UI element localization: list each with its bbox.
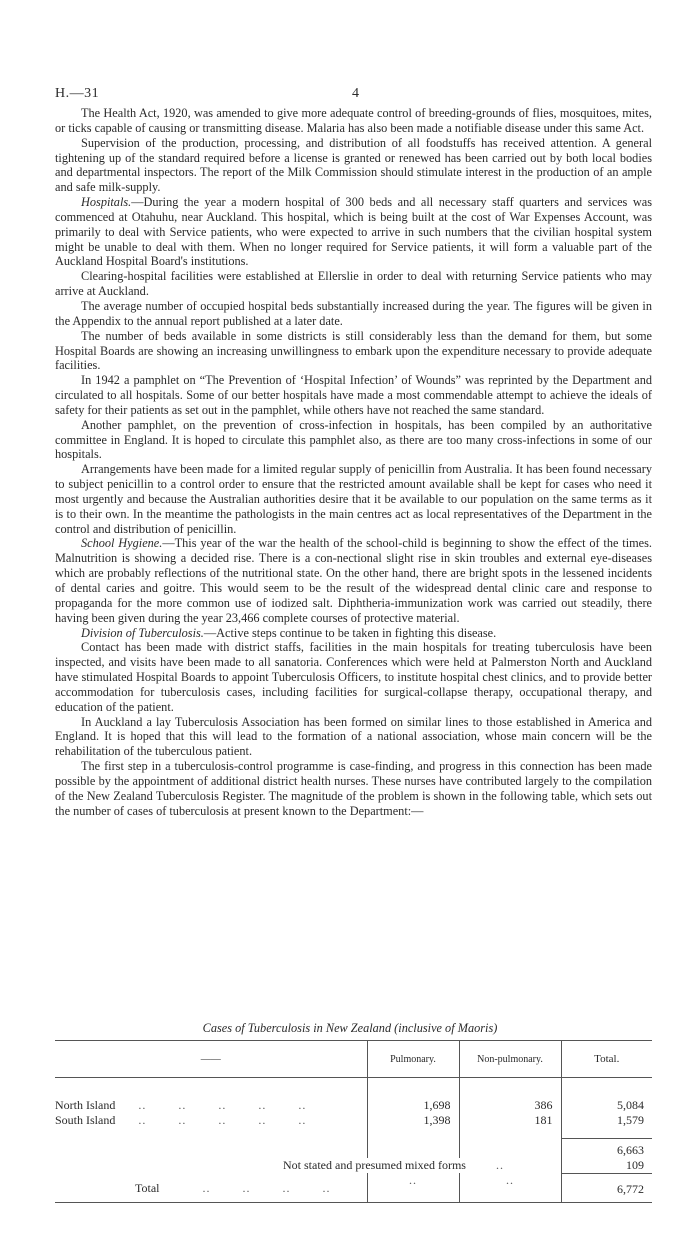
paragraph-text: The number of beds available in some districts is still considerably less than the demand for them, but some Hospital Boards are showing an increasing unwillingness to embark upon the expenditure necessary to provide adequate facilities.	[55, 328, 652, 373]
paragraph-text: —Active steps continue to be taken in fighting this disease.	[203, 625, 497, 640]
paragraph	[55, 536, 652, 625]
paragraph	[55, 715, 652, 760]
total-label: Total	[135, 1181, 160, 1195]
total-row	[55, 1173, 652, 1203]
paragraph-text: Supervision of the production, processing, and distribution of all foodstuffs has received attention. A general tightening up of the standard required before a license is granted or renewed has been carried out by both local bodies and departmental inspectors. The report of the Milk Commission should stimulate interest in the production of an ample and safe milk-supply.	[55, 135, 652, 195]
col-header-label: ——	[200, 1053, 221, 1065]
paragraph	[55, 418, 652, 463]
paragraph-text: In Auckland a lay Tuberculosis Association has been formed on similar lines to those established in America and England. It is hoped that this will lead to the formation of a national association, whose main concern will be the rehabilitation of the tuberculous patient.	[55, 714, 652, 759]
cell-non-pulmonary: 181	[459, 1113, 561, 1128]
leader-dots: .. .. .. .. ..	[138, 1113, 307, 1127]
not-stated-row	[55, 1158, 652, 1174]
leader-dots: .. .. .. ..	[202, 1181, 331, 1195]
paragraph	[55, 329, 652, 374]
total-value: 6,772	[561, 1173, 652, 1203]
paragraph-text: —During the year a modern hospital of 300 beds and all necessary staff quarters and services was commenced at Otahuhu, near Auckland. This hospital, which is being built at the cost of War Expenses Account, was primarily to deal with Service patients, who were expected to arrive in such numbers that the civilian hospital system might be unable to deal with them. When no longer required for Service patients, it will form a valuable part of the Auckland Hospital Board's institutions.	[55, 195, 652, 269]
cell-pulmonary: 1,398	[367, 1113, 459, 1128]
section-heading: School Hygiene.	[81, 536, 163, 551]
section-heading: Division of Tuberculosis.	[81, 625, 204, 640]
leader-dots: .. .. .. .. ..	[138, 1098, 307, 1112]
paragraph-text: Arrangements have been made for a limited regular supply of penicillin from Australia. It has been found necessary to subject penicillin to a control order to ensure that the restricted amount available shall be kept for cases who need it most urgently and because the Australian authorities desire that it be available to our population on the same terms as it is to their own. In the meantime the pathologists in the main centres act as local representatives of the Department in the control and distribution of penicillin.	[55, 462, 652, 536]
row-label: South Island	[55, 1113, 116, 1127]
paragraph	[55, 195, 652, 269]
paragraph	[55, 269, 652, 299]
paragraph	[55, 373, 652, 418]
paragraph-text: In 1942 a pamphlet on “The Prevention of ‘Hospital Infection’ of Wounds” was reprinted by the Department and circulated to all hospitals. Some of our better hospitals have made a most commendable attempt to achieve the ideals of safety for their patients as set out in the pamphlet, while others have not reached the same standard.	[55, 373, 652, 417]
paragraph	[55, 462, 652, 536]
paragraph	[55, 626, 652, 641]
paragraph	[55, 759, 652, 818]
table-row	[55, 1098, 652, 1113]
body-text	[55, 106, 652, 819]
table-header-row	[55, 1041, 652, 1078]
col-header-pulmonary: Pulmonary.	[367, 1041, 459, 1078]
tuberculosis-table	[55, 1040, 652, 1203]
table-row	[55, 1113, 652, 1128]
table-caption: Cases of Tuberculosis in New Zealand (inclusive of Maoris)	[202, 1021, 498, 1035]
leader-dots: ..	[495, 1157, 504, 1172]
paragraph	[55, 136, 652, 195]
paragraph-text: Clearing-hospital facilities were established at Ellerslie in order to deal with returning Service patients who may arrive at Auckland.	[55, 269, 652, 299]
section-heading: Hospitals.	[81, 195, 132, 210]
cell-pulmonary: 1,698	[367, 1098, 459, 1113]
cell-non-pulmonary: 386	[459, 1098, 561, 1113]
leader-dots: ..	[506, 1173, 514, 1187]
paragraph-text: Another pamphlet, on the prevention of cross-infection in hospitals, has been compiled by an authoritative committee in England. It is hoped to circulate this pamphlet also, as there are too many cross-infections in some of our hospitals.	[55, 417, 652, 462]
paragraph-text: The average number of occupied hospital beds substantially increased during the year. The figures will be given in the Appendix to the annual report published at a later date.	[55, 298, 652, 328]
cell-total: 1,579	[561, 1113, 652, 1128]
col-header-total: Total.	[561, 1041, 652, 1078]
paragraph-text: The first step in a tuberculosis-control programme is case-finding, and progress in this connection has been made possible by the appointment of additional district health nurses. These nurses have contributed largely to the compilation of the New Zealand Tuberculosis Register. The magnitude of the problem is shown in the following table, which sets out the number of cases of tuberculosis at present known to the Department:—	[55, 759, 652, 818]
row-label: North Island	[55, 1098, 116, 1112]
not-stated-value: 109	[561, 1158, 652, 1174]
paragraph	[55, 299, 652, 329]
paragraph-text: —This year of the war the health of the school-child is beginning to show the effect of the times. Malnutrition is showing a decided rise. There is a con-nectional slight rise in skin troubles and external eye-diseases which are probably reflections of the nutritional state. On the other hand, there are bright spots in the lessened incidents of dental caries and goitre. This would seem to be the result of the widespread dental clinic care and response to propaganda for the more common use of iodized salt. Diphtheria-immunization work was carried out steadily, there having been given during the year 23,466 complete courses of protective material.	[55, 536, 652, 625]
leader-dots: ..	[409, 1173, 417, 1187]
subtotal-value: 6,663	[561, 1138, 652, 1158]
not-stated-label: Not stated and presumed mixed forms	[283, 1157, 466, 1172]
report-reference: H.—31	[55, 86, 100, 101]
paragraph	[55, 640, 652, 714]
page-number: 4	[352, 86, 359, 101]
col-header-non-pulmonary: Non-pulmonary.	[459, 1041, 561, 1078]
cell-total: 5,084	[561, 1098, 652, 1113]
paragraph-text: The Health Act, 1920, was amended to give more adequate control of breeding-grounds of flies, mosquitoes, mites, or ticks capable of causing or transmitting disease. Malaria has also been made a notifiable disease under this same Act.	[55, 106, 652, 135]
paragraph-text: Contact has been made with district staffs, facilities in the main hospitals for treating tuberculosis have been inspected, and visits have been made to all sanatoria. Conferences which were held at Palmerston North and Auckland have stimulated Hospital Boards to appoint Tuberculosis Officers, to institute hospital chest clinics, and to provide better accommodation for tuberculosis cases, including facilities for surgical-collapse therapy, occupational therapy, and education of the patient.	[55, 640, 652, 714]
paragraph	[55, 106, 652, 136]
subtotal-row	[55, 1138, 652, 1158]
